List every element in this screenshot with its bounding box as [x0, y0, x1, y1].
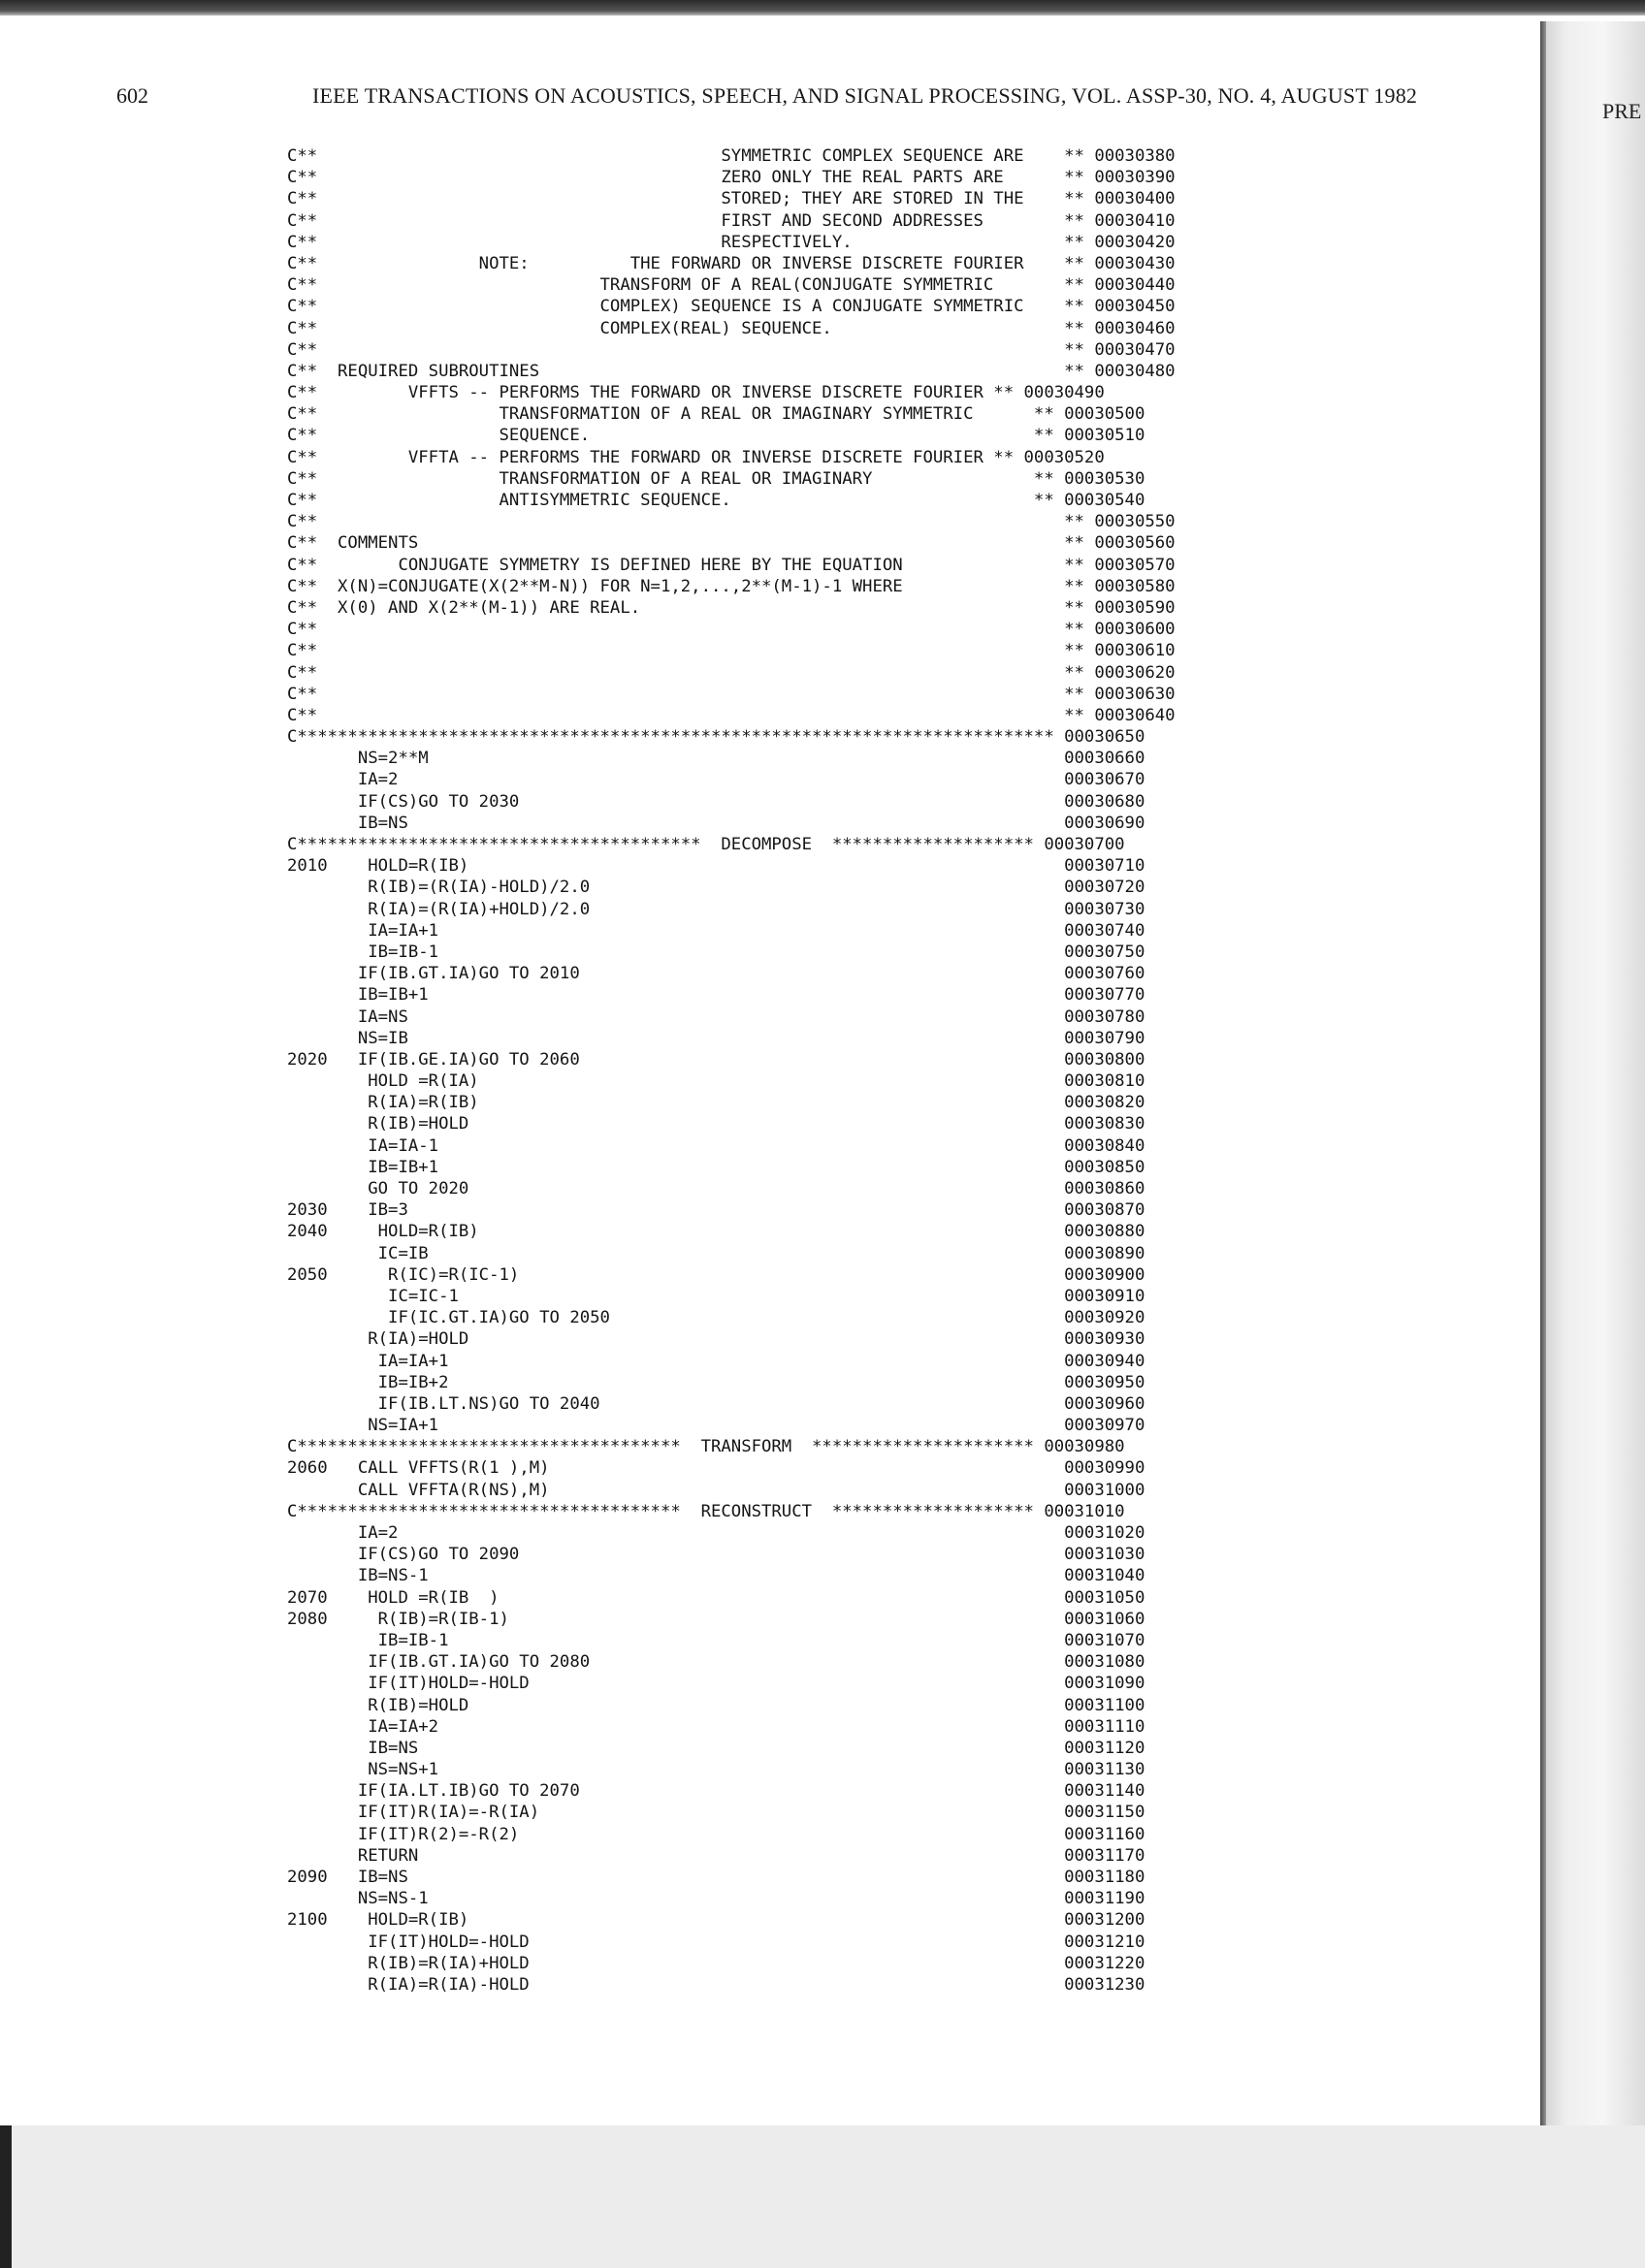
code-line: C** TRANSFORMATION OF A REAL OR IMAGINARY ** 00030530: [287, 468, 1145, 489]
code-line: IB=NS 00030690: [287, 813, 1145, 833]
code-line: C** REQUIRED SUBROUTINES ** 00030480: [287, 361, 1176, 381]
code-line: IB=NS 00031120: [287, 1738, 1145, 1758]
code-line: IF(IT)R(2)=-R(2) 00031160: [287, 1824, 1145, 1844]
code-line: C** COMPLEX(REAL) SEQUENCE. ** 00030460: [287, 318, 1176, 338]
code-line: NS=2**M 00030660: [287, 749, 1145, 769]
code-line: C** COMMENTS ** 00030560: [287, 533, 1176, 554]
code-line: C** ZERO ONLY THE REAL PARTS ARE ** 00030390: [287, 168, 1176, 188]
code-line: C** CONJUGATE SYMMETRY IS DEFINED HERE BY THE EQUATION ** 00030570: [287, 555, 1176, 575]
code-line: C** ANTISYMMETRIC SEQUENCE. ** 00030540: [287, 491, 1145, 510]
code-line: HOLD =R(IA) 00030810: [287, 1071, 1145, 1092]
code-line: NS=NS-1 00031190: [287, 1889, 1145, 1909]
code-line: CALL VFFTA(R(NS),M) 00031000: [287, 1480, 1145, 1500]
code-line: C** SYMMETRIC COMPLEX SEQUENCE ARE ** 00030380: [287, 146, 1176, 166]
code-line: IA=IA-1 00030840: [287, 1135, 1145, 1156]
code-line: IA=IA+1 00030740: [287, 920, 1145, 941]
code-line: IB=IB+2 00030950: [287, 1372, 1145, 1392]
scan-top-shadow: [0, 0, 1645, 16]
binding-gutter: [1540, 21, 1546, 2125]
code-line: C** TRANSFORMATION OF A REAL OR IMAGINARY SYMMETRIC ** 00030500: [287, 404, 1145, 425]
code-line: IF(CS)GO TO 2030 00030680: [287, 791, 1145, 812]
code-line: C** COMPLEX) SEQUENCE IS A CONJUGATE SYMMETRIC ** 00030450: [287, 297, 1176, 317]
code-line: 2010 HOLD=R(IB) 00030710: [287, 856, 1145, 877]
code-line: IF(IB.GT.IA)GO TO 2080 00031080: [287, 1652, 1145, 1673]
code-line: IA=NS 00030780: [287, 1006, 1145, 1027]
scan-bottom-margin: [0, 2125, 1645, 2268]
code-line: R(IB)=R(IA)+HOLD 00031220: [287, 1953, 1145, 1973]
code-line: R(IB)=HOLD 00030830: [287, 1114, 1145, 1134]
code-line: 2070 HOLD =R(IB ) 00031050: [287, 1587, 1145, 1608]
code-line: R(IA)=R(IB) 00030820: [287, 1093, 1145, 1113]
code-line: IA=IA+1 00030940: [287, 1351, 1145, 1371]
code-line: RETURN 00031170: [287, 1845, 1145, 1866]
code-line: C************************************** RECONSTRUCT ******************** 00031010: [287, 1501, 1125, 1521]
code-line: IA=2 00031020: [287, 1523, 1145, 1543]
code-line: IB=NS-1 00031040: [287, 1566, 1145, 1586]
code-line: IF(IT)HOLD=-HOLD 00031210: [287, 1932, 1145, 1952]
page-number: 602: [116, 83, 148, 108]
code-line: 2090 IB=NS 00031180: [287, 1868, 1145, 1887]
code-line: NS=NS+1 00031130: [287, 1760, 1145, 1780]
code-line: C************************************** TRANSFORM ********************** 00030980: [287, 1437, 1125, 1457]
code-line: IB=IB-1 00030750: [287, 942, 1145, 962]
code-line: C** FIRST AND SECOND ADDRESSES ** 00030410: [287, 210, 1176, 231]
code-line: IC=IC-1 00030910: [287, 1286, 1145, 1306]
code-line: IF(IC.GT.IA)GO TO 2050 00030920: [287, 1308, 1145, 1328]
code-line: IA=IA+2 00031110: [287, 1716, 1145, 1737]
code-line: C** NOTE: THE FORWARD OR INVERSE DISCRETE FOURIER ** 00030430: [287, 253, 1176, 273]
code-line: C** ** 00030640: [287, 705, 1176, 725]
running-head: IEEE TRANSACTIONS ON ACOUSTICS, SPEECH, AND SIGNAL PROCESSING, VOL. ASSP-30, NO. 4, AUGUST 1982: [312, 83, 1418, 108]
code-line: IA=2 00030670: [287, 770, 1145, 790]
code-line: C**************************************** DECOMPOSE ******************** 00030700: [287, 835, 1125, 854]
code-line: 2050 R(IC)=R(IC-1) 00030900: [287, 1264, 1145, 1285]
code-line: 2080 R(IB)=R(IB-1) 00031060: [287, 1609, 1145, 1629]
fortran-listing: [287, 145, 1176, 1996]
code-line: IB=IB+1 00030770: [287, 985, 1145, 1006]
code-line: IC=IB 00030890: [287, 1243, 1145, 1263]
code-line: 2020 IF(IB.GE.IA)GO TO 2060 00030800: [287, 1049, 1145, 1070]
code-line: IB=IB+1 00030850: [287, 1157, 1145, 1177]
code-line: IB=IB-1 00031070: [287, 1630, 1145, 1650]
facing-page-fragment: PRE: [1602, 99, 1642, 123]
scan-left-edge: [0, 2125, 12, 2268]
code-line: C** VFFTA -- PERFORMS THE FORWARD OR INVERSE DISCRETE FOURIER ** 00030520: [287, 447, 1105, 467]
code-line: C** TRANSFORM OF A REAL(CONJUGATE SYMMETRIC ** 00030440: [287, 275, 1176, 296]
code-line: R(IA)=(R(IA)+HOLD)/2.0 00030730: [287, 899, 1145, 919]
code-line: IF(IB.GT.IA)GO TO 2010 00030760: [287, 964, 1145, 984]
code-line: C*************************************************************************** 00030650: [287, 727, 1145, 748]
code-line: R(IB)=HOLD 00031100: [287, 1695, 1145, 1715]
code-line: C** ** 00030470: [287, 339, 1176, 360]
code-line: C** X(N)=CONJUGATE(X(2**M-N)) FOR N=1,2,...,2**(M-1)-1 WHERE ** 00030580: [287, 576, 1176, 596]
code-line: C** ** 00030630: [287, 684, 1176, 704]
code-line: R(IA)=HOLD 00030930: [287, 1329, 1145, 1350]
code-line: NS=IA+1 00030970: [287, 1416, 1145, 1436]
code-line: NS=IB 00030790: [287, 1028, 1145, 1048]
code-line: R(IB)=(R(IA)-HOLD)/2.0 00030720: [287, 878, 1145, 898]
code-line: 2100 HOLD=R(IB) 00031200: [287, 1910, 1145, 1931]
code-line: C** ** 00030550: [287, 512, 1176, 532]
facing-page-edge: [1540, 21, 1645, 2125]
code-line: GO TO 2020 00030860: [287, 1179, 1145, 1198]
code-line: IF(IB.LT.NS)GO TO 2040 00030960: [287, 1393, 1145, 1414]
code-line: C** SEQUENCE. ** 00030510: [287, 426, 1145, 446]
code-line: C** ** 00030620: [287, 662, 1176, 683]
code-line: C** STORED; THEY ARE STORED IN THE ** 00030400: [287, 189, 1176, 209]
code-line: 2060 CALL VFFTS(R(1 ),M) 00030990: [287, 1458, 1145, 1479]
code-line: 2030 IB=3 00030870: [287, 1200, 1145, 1221]
code-line: R(IA)=R(IA)-HOLD 00031230: [287, 1974, 1145, 1995]
code-line: C** X(0) AND X(2**(M-1)) ARE REAL. ** 00030590: [287, 597, 1176, 618]
code-line: 2040 HOLD=R(IB) 00030880: [287, 1222, 1145, 1242]
code-line: IF(CS)GO TO 2090 00031030: [287, 1545, 1145, 1565]
code-line: IF(IT)HOLD=-HOLD 00031090: [287, 1674, 1145, 1694]
code-line: C** VFFTS -- PERFORMS THE FORWARD OR INVERSE DISCRETE FOURIER ** 00030490: [287, 383, 1105, 403]
code-line: C** ** 00030610: [287, 641, 1176, 661]
code-line: C** RESPECTIVELY. ** 00030420: [287, 232, 1176, 252]
code-line: IF(IA.LT.IB)GO TO 2070 00031140: [287, 1781, 1145, 1802]
code-line: IF(IT)R(IA)=-R(IA) 00031150: [287, 1803, 1145, 1823]
code-line: C** ** 00030600: [287, 620, 1176, 640]
